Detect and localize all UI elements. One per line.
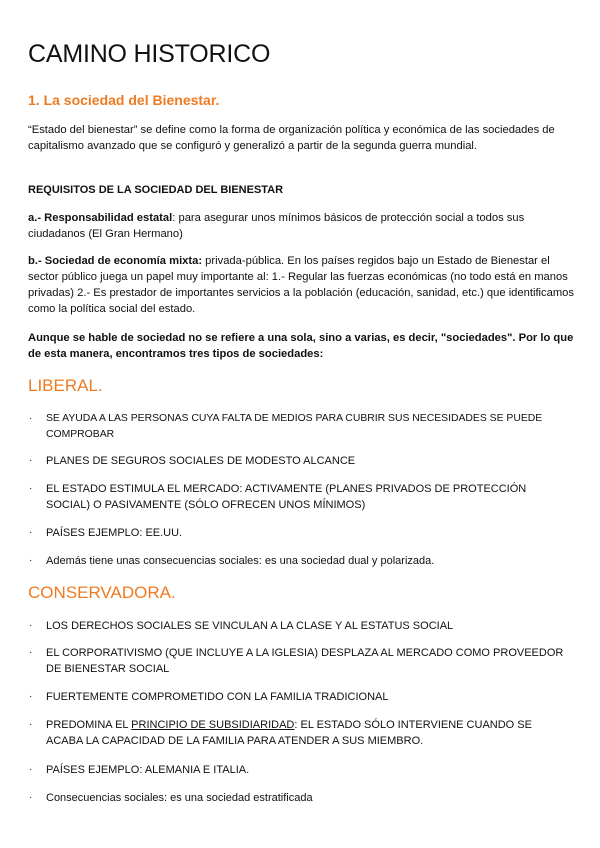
summary-paragraph: Aunque se hable de sociedad no se refiere a una sola, sino a varias, es decir, "sociedades". Por lo que de esta manera, encontramos tres tipos de sociedades: [28,332,574,360]
requirement-a [28,210,576,242]
list-item [28,618,568,634]
requirement-a-text: : para asegurar unos mínimos básicos de protección social a todos sus ciudadanos (El Gran Hermano) [28,212,525,240]
list-item [28,553,568,569]
list-item-text: EL ESTADO ESTIMULA EL MERCADO: ACTIVAMENTE (PLANES PRIVADOS DE PROTECCIÓN SOCIAL) O PASIVAMENTE (SÓLO OFRECEN UNOS MÍNIMOS) [46,483,527,511]
bullet-icon: · [29,455,33,466]
requirement-b-text: privada-pública. En los países regidos bajo un Estado de Bienestar el sector público juega un papel muy importante al: 1.- Regular las fuerzas económicas (no todo está en manos privadas) 2.- Es prestador de importantes servicios a la población (educación, sanidad, etc.) que identificamos como la política social del estado. [28,255,574,315]
list-item-text: PAÍSES EJEMPLO: ALEMANIA E ITALIA. [46,764,250,776]
list-item [28,481,568,513]
bullet-icon: · [29,483,33,494]
list-item-text: EL CORPORATIVISMO (QUE INCLUYE A LA IGLESIA) DESPLAZA AL MERCADO COMO PROVEEDOR DE BIENESTAR SOCIAL [46,647,564,675]
subsidiarity-underline: PRINCIPIO DE SUBSIDIARIDAD [131,719,295,731]
list-item [28,689,568,705]
list-item-text [28,717,568,749]
list-item-text: LOS DERECHOS SOCIALES SE VINCULAN A LA CLASE Y AL ESTATUS SOCIAL [46,620,454,632]
section-subtitle: 1. La sociedad del Bienestar. [28,92,220,108]
bullet-icon: · [29,620,33,631]
list-item-text: PLANES DE SEGUROS SOCIALES DE MODESTO ALCANCE [46,455,356,467]
bullet-icon: · [29,527,33,538]
bullet-icon: · [29,647,33,658]
bullet-icon: · [29,691,33,702]
page-title: CAMINO HISTORICO [28,40,271,68]
bullet-icon: · [29,764,33,775]
list-item [28,645,568,677]
requirement-b-label: b.- Sociedad de economía mixta: [28,255,203,267]
list-item-text: FUERTEMENTE COMPROMETIDO CON LA FAMILIA TRADICIONAL [46,691,389,703]
list-item [28,411,568,443]
bullet-icon: · [29,792,33,803]
item-prefix: PREDOMINA EL [46,719,132,731]
bullet-icon: · [29,719,33,730]
bullet-icon: · [29,413,33,424]
list-item-text: PAÍSES EJEMPLO: EE.UU. [46,527,183,539]
conservadora-title: CONSERVADORA. [28,583,176,602]
item-suffix: : EL ESTADO SÓLO INTERVIENE CUANDO SE ACABA LA CAPACIDAD DE LA FAMILIA PARA ATENDER A SUS MIEMBRO. [46,719,532,747]
list-item [28,790,568,806]
list-item [28,525,568,541]
liberal-title: LIBERAL. [28,376,103,395]
requirement-a-label: a.- Responsabilidad estatal [28,212,173,224]
requirements-heading: REQUISITOS DE LA SOCIEDAD DEL BIENESTAR [28,184,284,196]
list-item-text: SE AYUDA A LAS PERSONAS CUYA FALTA DE MEDIOS PARA CUBRIR SUS NECESIDADES SE PUEDE COMPROBAR [46,413,543,440]
list-item-text: Además tiene unas consecuencias sociales: es una sociedad dual y polarizada. [46,555,435,567]
intro-paragraph: “Estado del bienestar” se define como la forma de organización política y económica de las sociedades de capitalismo avanzado que se configuró y generalizó a partir de la segunda guerra mundial. [28,124,555,152]
list-item [28,453,568,469]
list-item [28,762,568,778]
bullet-icon: · [29,555,33,566]
list-item-text: Consecuencias sociales: es una sociedad estratificada [46,792,313,804]
list-item [28,717,568,749]
requirement-b [28,253,576,317]
